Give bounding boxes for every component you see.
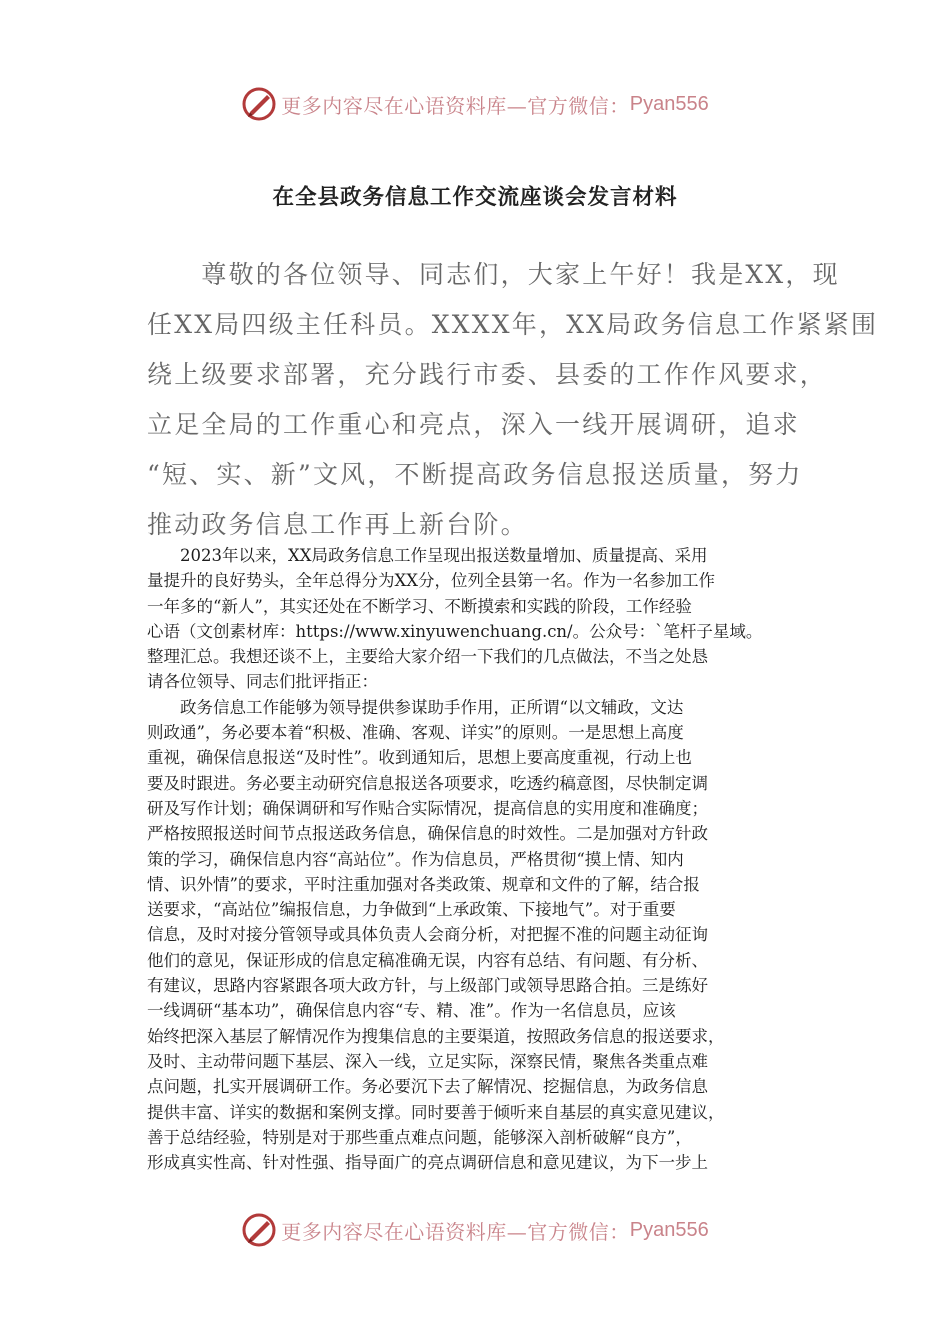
body-line: 情、识外情”的要求，平时注重加强对各类政策、规章和文件的了解，结合报 <box>147 874 700 894</box>
body-line: 形成真实性高、针对性强、指导面广的亮点调研信息和意见建议，为下一步上 <box>147 1153 708 1173</box>
body-line: 整理汇总。我想还谈不上，主要给大家介绍一下我们的几点做法，不当之处恳 <box>147 647 708 667</box>
body-line: 有建议，思路内容紧跟各项大政方针，与上级部门或领导思路合拍。三是练好 <box>147 976 708 996</box>
body-line: 心语（文创素材库：https://www.xinyuwenchuang.cn/。公众号：`笔杆子星域。 <box>147 621 763 641</box>
body-line: 2023年以来，XX局政务信息工作呈现出报送数量增加、质量提高、采用 <box>147 546 708 565</box>
body-line: 请各位领导、同志们批评指正： <box>147 672 378 692</box>
footer-banner <box>0 1210 950 1250</box>
intro-paragraph <box>147 250 879 550</box>
body-text <box>147 543 812 1175</box>
document-title: 在全县政务信息工作交流座谈会发言材料 <box>272 185 678 210</box>
intro-line: 立足全局的工作重心和亮点，深入一线开展调研，追求 <box>147 410 800 439</box>
body-line: 信息，及时对接分管领导或具体负责人会商分析，对把握不准的问题主动征询 <box>147 925 708 945</box>
pen-logo-icon <box>241 1212 277 1248</box>
intro-line: 尊敬的各位领导、同志们，大家上午好！我是XX，现 <box>147 260 840 289</box>
footer-wechat-id: Pyan556 <box>629 1218 709 1241</box>
header-banner-text: 更多内容尽在心语资料库—官方微信： <box>281 93 630 118</box>
footer-banner-text: 更多内容尽在心语资料库—官方微信： <box>281 1219 630 1244</box>
header-wechat-id: Pyan556 <box>629 92 709 115</box>
intro-line: 推动政务信息工作再上新台阶。 <box>147 510 528 539</box>
intro-line: 绕上级要求部署，充分践行市委、县委的工作作风要求， <box>147 360 828 389</box>
body-line: 始终把深入基层了解情况作为搜集信息的主要渠道，按照政务信息的报送要求， <box>147 1026 725 1046</box>
body-line: 重视，确保信息报送“及时性”。收到通知后，思想上要高度重视，行动上也 <box>147 748 692 768</box>
body-line: 量提升的良好势头，全年总得分为XX分，位列全县第一名。作为一名参加工作 <box>147 571 715 591</box>
body-line: 提供丰富、详实的数据和案例支撑。同时要善于倾听来自基层的真实意见建议， <box>147 1102 725 1122</box>
body-line: 要及时跟进。务必要主动研究信息报送各项要求，吃透约稿意图，尽快制定调 <box>147 773 708 793</box>
body-line: 及时、主动带问题下基层、深入一线，立足实际，深察民情，聚焦各类重点难 <box>147 1051 708 1071</box>
intro-line: “短、实、新”文风，不断提高政务信息报送质量，努力 <box>147 460 803 489</box>
body-line: 则政通”，务必要本着“积极、准确、客观、详实”的原则。一是思想上高度 <box>147 723 684 743</box>
intro-line: 任XX局四级主任科员。XXXX年，XX局政务信息工作紧紧围 <box>147 310 879 339</box>
body-line: 他们的意见，保证形成的信息定稿准确无误，内容有总结、有问题、有分析、 <box>147 950 708 970</box>
body-line: 一年多的“新人”，其实还处在不断学习、不断摸索和实践的阶段，工作经验 <box>147 596 692 616</box>
body-line: 政务信息工作能够为领导提供参谋助手作用，正所谓“以文辅政，文达 <box>147 697 684 717</box>
body-line: 一线调研“基本功”，确保信息内容“专、精、准”。作为一名信息员，应该 <box>147 1001 676 1021</box>
body-line: 送要求，“高站位”编报信息，力争做到“上承政策、下接地气”。对于重要 <box>147 900 676 920</box>
body-line: 严格按照报送时间节点报送政务信息，确保信息的时效性。二是加强对方针政 <box>147 824 708 844</box>
body-line: 策的学习，确保信息内容“高站位”。作为信息员，严格贯彻“摸上情、知内 <box>147 849 684 869</box>
pen-logo-icon <box>241 86 277 122</box>
header-banner <box>0 84 950 124</box>
body-line: 研及写作计划；确保调研和写作贴合实际情况，提高信息的实用度和准确度； <box>147 798 708 818</box>
body-line: 点问题，扎实开展调研工作。务必要沉下去了解情况、挖掘信息，为政务信息 <box>147 1077 708 1097</box>
body-line: 善于总结经验，特别是对于那些重点难点问题，能够深入剖析破解“良方”， <box>147 1127 692 1147</box>
